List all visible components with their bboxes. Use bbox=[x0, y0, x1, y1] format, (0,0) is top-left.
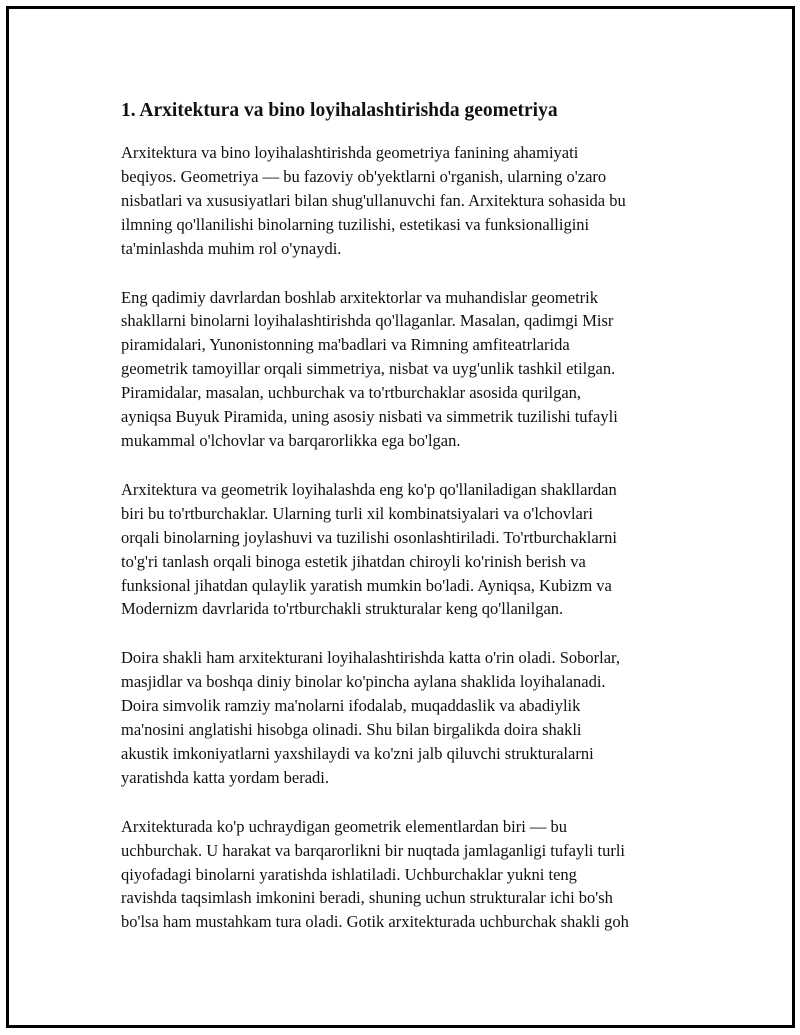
text-line: geometrik tamoyillar orqali simmetriya, nisbat va uyg'unlik tashkil etilgan. bbox=[121, 359, 616, 379]
text-line: akustik imkoniyatlarni yaxshilaydi va ko'zni jalb qiluvchi strukturalarni bbox=[121, 743, 594, 763]
page-frame bbox=[6, 6, 795, 1028]
text-line: ravishda taqsimlash imkonini beradi, shuning uchun strukturalar ichi bo'sh bbox=[121, 888, 613, 908]
document-body bbox=[121, 91, 711, 959]
text-line: beqiyos. Geometriya — bu fazoviy ob'yektlarni o'rganish, ularning o'zaro bbox=[121, 166, 607, 186]
text-line: masjidlar va boshqa diniy binolar ko'pincha aylana shaklida loyihalanadi. bbox=[121, 672, 606, 692]
paragraph bbox=[121, 141, 711, 261]
text-line: Arxitektura va bino loyihalashtirishda geometriya fanining ahamiyati bbox=[121, 143, 579, 162]
text-line: ayniqsa Buyuk Piramida, uning asosiy nisbati va simmetrik tuzilishi tufayli bbox=[121, 407, 618, 427]
document-title: 1. Arxitektura va bino loyihalashtirishda geometriya bbox=[121, 100, 558, 121]
paragraph-list bbox=[121, 141, 711, 934]
text-line: to'g'ri tanlash orqali binoga estetik jihatdan chiroyli ko'rinish berish va bbox=[121, 551, 586, 571]
text-line: yaratishda katta yordam beradi. bbox=[121, 767, 329, 787]
text-line: uchburchak. U harakat va barqarorlikni bir nuqtada jamlaganligi tufayli turli bbox=[121, 840, 625, 860]
paragraph bbox=[121, 478, 711, 621]
text-line: ilmning qo'llanilishi binolarning tuzilishi, estetikasi va funksionalligini bbox=[121, 214, 590, 234]
text-line: orqali binolarning joylashuvi va tuzilishi osonlashtiriladi. To'rtburchaklarni bbox=[121, 527, 617, 547]
paragraph bbox=[121, 286, 711, 453]
text-line: Modernizm davrlarida to'rtburchakli strukturalar keng qo'llanilgan. bbox=[121, 599, 564, 619]
text-line: bo'lsa ham mustahkam tura oladi. Gotik arxitekturada uchburchak shakli goh bbox=[121, 912, 629, 932]
text-line: Arxitektura va geometrik loyihalashda eng ko'p qo'llaniladigan shakllardan bbox=[121, 479, 617, 499]
text-line: shakllarni binolarni loyihalashtirishda qo'llaganlar. Masalan, qadimgi Misr bbox=[121, 311, 614, 331]
text-line: Eng qadimiy davrlardan boshlab arxitektorlar va muhandislar geometrik bbox=[121, 287, 598, 307]
text-line: biri bu to'rtburchaklar. Ularning turli xil kombinatsiyalari va o'lchovlari bbox=[121, 503, 593, 523]
text-line: Arxitekturada ko'p uchraydigan geometrik elementlardan biri — bu bbox=[121, 816, 568, 836]
text-line: piramidalari, Yunonistonning ma'badlari va Rimning amfiteatrlarida bbox=[121, 335, 570, 355]
text-line: ma'nosini anglatishi hisobga olinadi. Shu bilan birgalikda doira shakli bbox=[121, 720, 582, 740]
text-line: Piramidalar, masalan, uchburchak va to'rtburchaklar asosida qurilgan, bbox=[121, 383, 582, 403]
text-line: mukammal o'lchovlar va barqarorlikka ega bo'lgan. bbox=[121, 430, 461, 450]
text-line: qiyofadagi binolarni yaratishda ishlatiladi. Uchburchaklar yukni teng bbox=[121, 864, 577, 884]
text-line: Doira simvolik ramziy ma'nolarni ifodalab, muqaddaslik va abadiylik bbox=[121, 696, 581, 716]
text-line: nisbatlari va xususiyatlari bilan shug'ullanuvchi fan. Arxitektura sohasida bu bbox=[121, 190, 626, 210]
paragraph bbox=[121, 815, 711, 935]
text-line: ta'minlashda muhim rol o'ynaydi. bbox=[121, 238, 342, 258]
text-line: Doira shakli ham arxitekturani loyihalashtirishda katta o'rin oladi. Soborlar, bbox=[121, 648, 621, 668]
text-line: funksional jihatdan qulaylik yaratish mumkin bo'ladi. Ayniqsa, Kubizm va bbox=[121, 575, 612, 595]
paragraph bbox=[121, 646, 711, 789]
